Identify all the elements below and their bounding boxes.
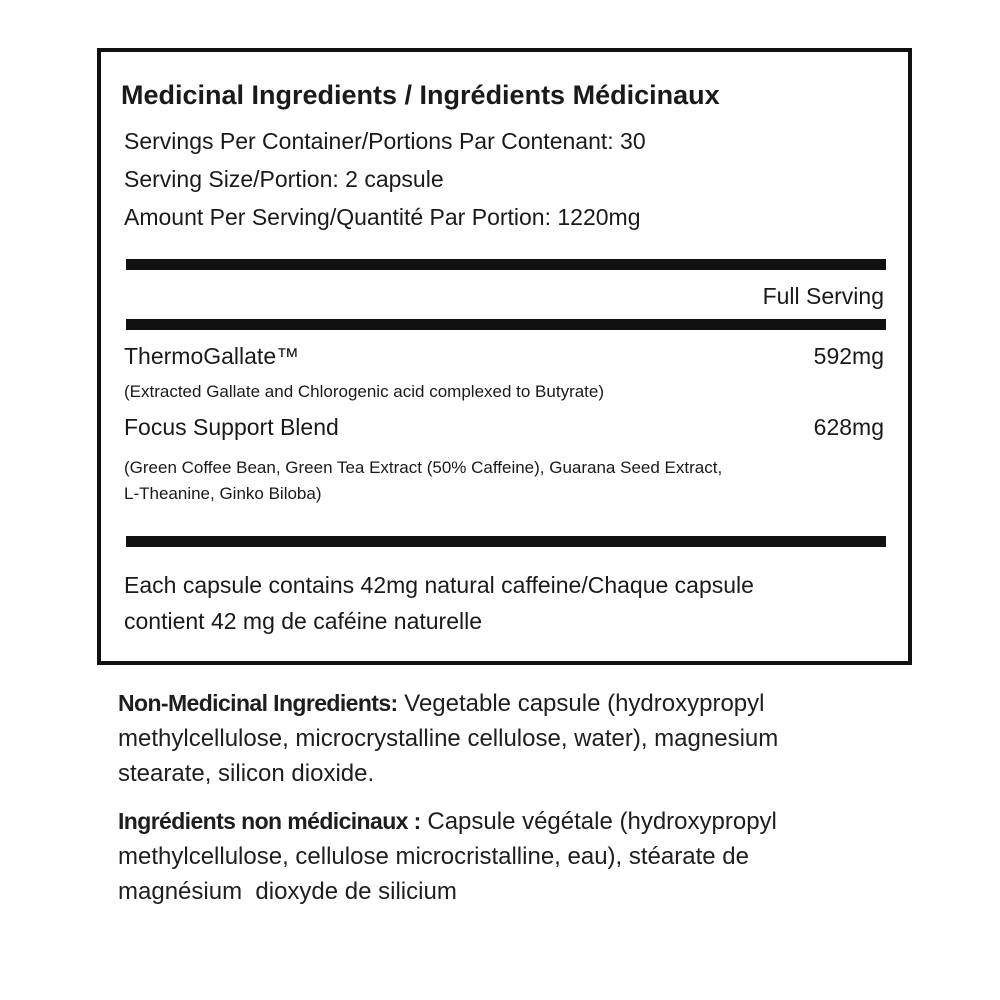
- text-line: methylcellulose, cellulose microcristalline, eau), stéarate de: [118, 843, 749, 870]
- section-label: Ingrédients non médicinaux :: [118, 808, 421, 834]
- caffeine-note: Each capsule contains 42mg natural caffeine/Chaque capsule: [124, 572, 754, 598]
- divider-thick: [126, 259, 886, 270]
- ingredient-detail: L-Theanine, Ginko Biloba): [124, 484, 322, 503]
- text-line: [118, 686, 898, 721]
- panel-title: Medicinal Ingredients / Ingrédients Médicinaux: [121, 80, 720, 110]
- text-line: [118, 804, 898, 839]
- servings-per-container: Servings Per Container/Portions Par Contenant: 30: [124, 128, 646, 154]
- text-line: stearate, silicon dioxide.: [118, 760, 375, 787]
- ingredient-amount: 628mg: [813, 414, 884, 440]
- divider-thick: [126, 536, 886, 547]
- serving-size: Serving Size/Portion: 2 capsule: [124, 166, 444, 192]
- non-medicinal-ingredients-fr: [118, 804, 898, 909]
- medicinal-ingredients-panel: [97, 48, 912, 665]
- section-label: Non-Medicinal Ingredients:: [118, 690, 398, 716]
- section-text: Vegetable capsule (hydroxypropyl: [397, 690, 765, 717]
- non-medicinal-ingredients-en: [118, 686, 898, 791]
- ingredient-detail: (Extracted Gallate and Chlorogenic acid complexed to Butyrate): [124, 382, 605, 401]
- caffeine-note: contient 42 mg de caféine naturelle: [124, 608, 483, 634]
- amount-per-serving: Amount Per Serving/Quantité Par Portion: 1220mg: [124, 204, 641, 230]
- ingredient-detail: (Green Coffee Bean, Green Tea Extract (50% Caffeine), Guarana Seed Extract,: [124, 458, 723, 477]
- text-line: methylcellulose, microcrystalline cellulose, water), magnesium: [118, 725, 779, 752]
- section-text: Capsule végétale (hydroxypropyl: [420, 808, 777, 835]
- text-line: magnésium dioxyde de silicium: [118, 878, 457, 905]
- divider-thick: [126, 319, 886, 330]
- ingredient-name: Focus Support Blend: [124, 414, 339, 440]
- column-header-full-serving: Full Serving: [762, 283, 884, 309]
- ingredient-name: ThermoGallate™: [124, 343, 300, 369]
- ingredient-amount: 592mg: [813, 343, 884, 369]
